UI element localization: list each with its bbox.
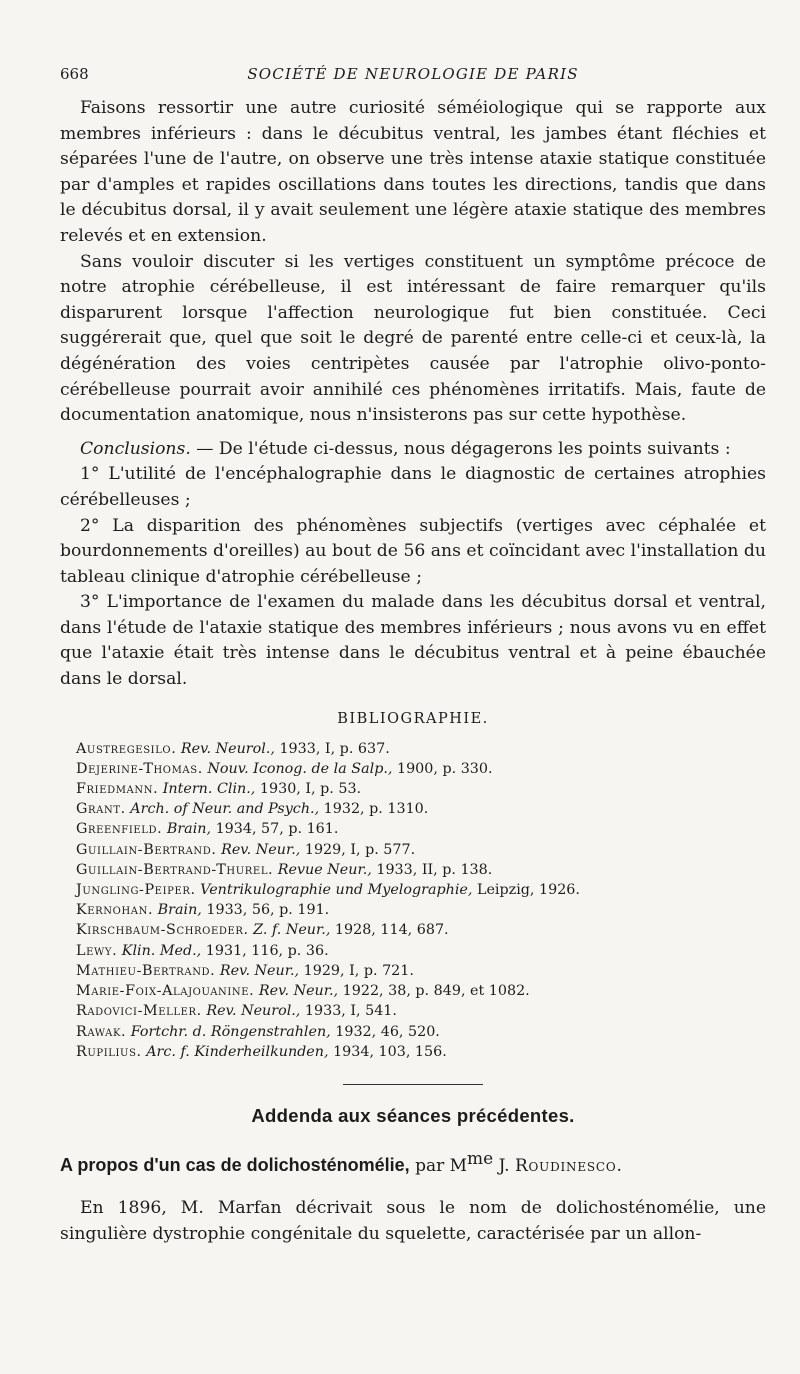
entry-author: Kernohan. xyxy=(76,902,154,919)
entry-author: Lewy. xyxy=(76,942,118,959)
body-text xyxy=(60,96,766,693)
page xyxy=(60,62,766,1247)
entry-author: Grant. xyxy=(76,801,126,818)
entry-journal: Rev. Neur., xyxy=(215,962,300,979)
entry-journal: Ventrikulographie und Myelographie, xyxy=(195,882,473,899)
bibliography-entry xyxy=(76,981,766,1001)
entry-author: Friedmann. xyxy=(76,781,159,798)
entry-journal: Revue Neur., xyxy=(273,861,372,878)
entry-details: 1932, p. 1310. xyxy=(319,801,429,818)
entry-author: Greenfield. xyxy=(76,821,163,838)
entry-details: 1931, 116, p. 36. xyxy=(201,942,329,959)
entry-details: 1922, 38, p. 849, et 1082. xyxy=(338,983,530,1000)
entry-author: Rupilius. xyxy=(76,1043,142,1060)
entry-author: Radovici-Meller. xyxy=(76,1003,202,1020)
entry-journal: Klin. Med., xyxy=(117,942,202,959)
entry-details: 1928, 114, 687. xyxy=(330,922,449,939)
author-name: Roudinesco. xyxy=(514,1155,623,1176)
entry-details: 1932, 46, 520. xyxy=(330,1023,440,1040)
bibliography-entry xyxy=(76,880,766,900)
bibliography-entry xyxy=(76,961,766,981)
entry-journal: Arc. f. Kinderheilkunden, xyxy=(141,1043,329,1060)
running-head xyxy=(60,62,766,88)
bibliography-entry xyxy=(76,799,766,819)
bibliography-list xyxy=(60,739,766,1062)
bibliography-entry xyxy=(76,920,766,940)
bibliography-entry xyxy=(76,759,766,779)
entry-journal: Rev. Neur., xyxy=(254,983,339,1000)
bibliography-entry xyxy=(76,900,766,920)
conclusions-lead: Conclusions. xyxy=(80,438,191,459)
entry-journal: Brain, xyxy=(162,821,212,838)
entry-journal: Nouv. Iconog. de la Salp., xyxy=(202,760,393,777)
entry-author: Rawak. xyxy=(76,1023,127,1040)
conclusion-point: 3° L'importance de l'examen du malade dans les décubitus dorsal et ventral, dans l'étude de l'ataxie statique des membres inférieurs ; nous avons vu en effet que l'ataxie était très intense dans le décubitus ventral et à peine ébauchée dans le dorsal. xyxy=(60,592,766,690)
article-title-text: A propos d'un cas de dolichosténomélie, xyxy=(60,1154,410,1175)
entry-journal: Intern. Clin., xyxy=(158,781,256,798)
bibliography-entry xyxy=(76,779,766,799)
byline-honorific: me xyxy=(467,1148,494,1169)
byline-prefix: par M xyxy=(409,1155,468,1176)
bibliography-entry xyxy=(76,1001,766,1021)
bibliography-entry xyxy=(76,941,766,961)
entry-details: 1929, I, p. 577. xyxy=(300,841,416,858)
entry-details: 1934, 103, 156. xyxy=(328,1043,447,1060)
entry-journal: Brain, xyxy=(153,902,202,919)
bibliography-entry xyxy=(76,1042,766,1062)
entry-journal: Rev. Neurol., xyxy=(201,1003,301,1020)
bibliography-entry xyxy=(76,1022,766,1042)
addenda-body xyxy=(60,1196,766,1247)
article-title xyxy=(60,1149,766,1176)
conclusions-paragraph xyxy=(60,437,766,463)
entry-details: 1933, I, p. 637. xyxy=(274,740,390,757)
entry-details: 1934, 57, p. 161. xyxy=(211,821,339,838)
entry-author: Mathieu-Bertrand. xyxy=(76,962,216,979)
entry-journal: Rev. Neurol., xyxy=(176,740,275,757)
entry-author: Marie-Foix-Alajouanine. xyxy=(76,983,255,1000)
entry-author: Kirschbaum-Schroeder. xyxy=(76,922,249,939)
addenda-title: Addenda aux séances précédentes. xyxy=(251,1104,575,1126)
entry-details: 1930, I, p. 53. xyxy=(255,781,362,798)
entry-details: 1933, I, 541. xyxy=(300,1003,397,1020)
conclusion-point: 2° La disparition des phénomènes subjectifs (vertiges avec céphalée et bourdonnements d'oreilles) au bout de 56 ans et coïncidant avec l'installation du tableau clinique d'atrophie cérébelleuse ; xyxy=(60,515,766,587)
entry-details: 1933, 56, p. 191. xyxy=(201,902,330,919)
entry-journal: Z. f. Neur., xyxy=(248,922,331,939)
conclusion-point: 1° L'utilité de l'encéphalographie dans le diagnostic de certaines atrophies cérébelleuses ; xyxy=(60,464,766,510)
paragraph: En 1896, M. Marfan décrivait sous le nom de dolichosténomélie, une singulière dystrophie congénitale du squelette, caractérisée par un allon- xyxy=(60,1197,766,1244)
entry-author: Guillain-Bertrand-Thurel. xyxy=(76,861,274,878)
entry-journal: Arch. of Neur. and Psych., xyxy=(125,801,320,818)
conclusions-intro: — De l'étude ci-dessus, nous dégagerons les points suivants : xyxy=(190,438,731,459)
bibliography-heading: BIBLIOGRAPHIE. xyxy=(337,710,489,727)
section-divider xyxy=(343,1084,483,1085)
entry-journal: Fortchr. d. Röngenstrahlen, xyxy=(126,1023,331,1040)
entry-author: Jungling-Peiper. xyxy=(76,882,196,899)
running-title: SOCIÉTÉ DE NEUROLOGIE DE PARIS xyxy=(247,65,579,83)
paragraph: Sans vouloir discuter si les vertiges constituent un symptôme précoce de notre atrophie cérébelleuse, il est intéressant de faire remarquer qu'ils disparurent lorsque l'affection neurologique fut bien constituée. Ceci suggérerait que, quel que soit le degré de parenté entre celle-ci et ceux-là, la dégénération des voies centripètes causée par l'atrophie olivo-ponto-cérébelleuse pourrait avoir annihilé ces phénomènes irritatifs. Mais, faute de documentation anatomique, nous n'insisterons pas sur cette hypothèse. xyxy=(60,251,766,426)
entry-author: Dejerine-Thomas. xyxy=(76,760,203,777)
entry-details: 1933, II, p. 138. xyxy=(371,861,493,878)
paragraph: Faisons ressortir une autre curiosité séméiologique qui se rapporte aux membres inférieurs : dans le décubitus ventral, les jambes étant fléchies et séparées l'une de l'autre, on observe une très intense ataxie statique constituée par d'amples et rapides oscillations dans toutes les directions, tandis que dans le décubitus dorsal, il y avait seulement une légère ataxie statique des membres relevés et en extension. xyxy=(60,98,766,246)
page-number: 668 xyxy=(60,65,89,83)
bibliography-entry xyxy=(76,739,766,759)
bibliography-entry xyxy=(76,819,766,839)
bibliography-entry xyxy=(76,840,766,860)
entry-details: Leipzig, 1926. xyxy=(472,882,580,899)
entry-author: Guillain-Bertrand. xyxy=(76,841,217,858)
entry-details: 1929, I, p. 721. xyxy=(299,962,414,979)
author-initial: J. xyxy=(493,1155,515,1176)
bibliography-entry xyxy=(76,860,766,880)
entry-details: 1900, p. 330. xyxy=(392,760,493,777)
entry-author: Austregesilo. xyxy=(76,740,177,757)
entry-journal: Rev. Neur., xyxy=(216,841,301,858)
